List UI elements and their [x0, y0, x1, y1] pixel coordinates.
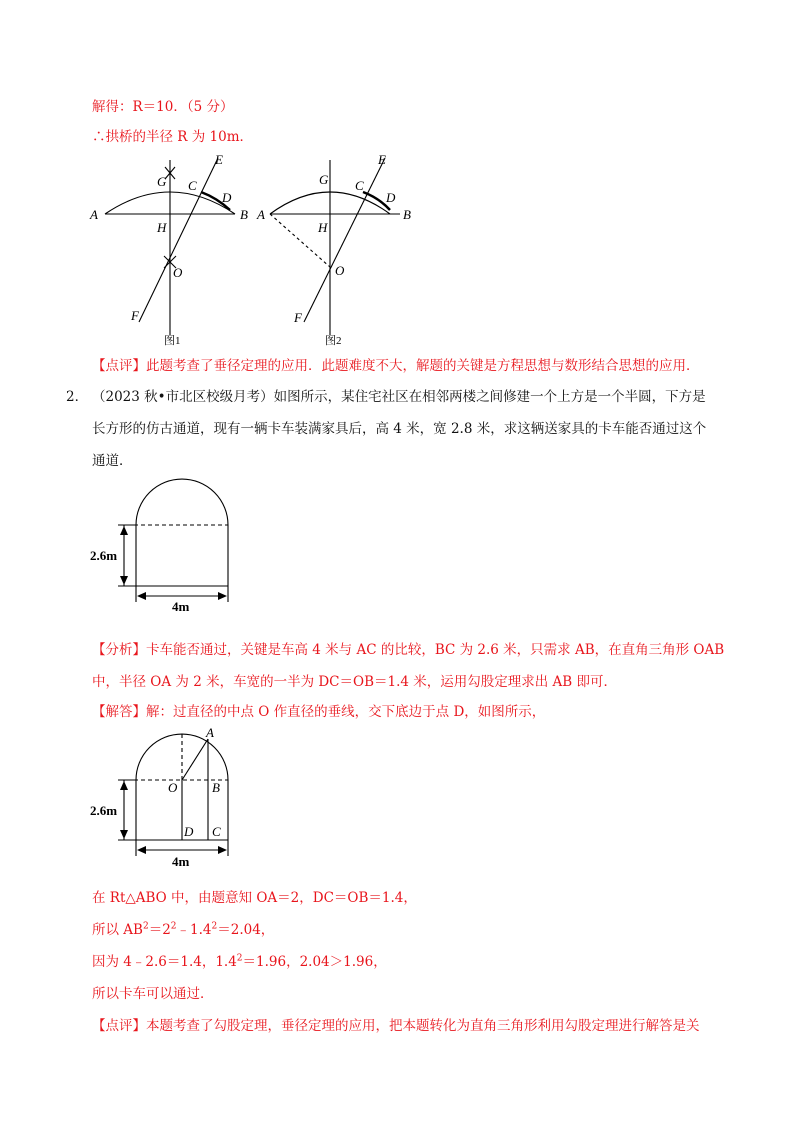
question-2-line-3: 通道．	[92, 453, 133, 469]
fig3-label-D: D	[184, 824, 194, 839]
solution-line-2: 所以 $AB^2=2^2﹣1.4^2=2.04$，	[92, 921, 275, 938]
solution-line-1: 在 Rt△ABO 中，由题意知 OA＝2，DC＝OB＝1.4，	[92, 890, 417, 906]
fig1-label-B: B	[240, 207, 248, 222]
tunnel-height-label: 2.6m	[90, 548, 118, 563]
fig3-label-O: O	[168, 780, 178, 795]
question-number: 2．	[66, 389, 89, 405]
solution-line-4: 所以卡车可以通过．	[92, 986, 214, 1002]
fig2-label-G: G	[319, 172, 329, 187]
fig1-label-E: E	[215, 152, 223, 167]
fig2-label-A: A	[257, 207, 265, 222]
fig3-height-label: 2.6m	[90, 803, 118, 818]
comment-1: 【点评】此题考查了垂径定理的应用．此题难度不大，解题的关键是方程思想与数形结合思想的应用．	[92, 358, 700, 374]
fig3-label-B: B	[212, 780, 220, 795]
tunnel-figure	[80, 478, 250, 614]
fig2-label-D: D	[386, 190, 396, 205]
analysis-line-2: 中，半径 OA 为 2 米，车宽的一半为 DC＝OB＝1.4 米，运用勾股定理求出 AB 即可．	[92, 674, 618, 690]
tunnel-width-label: 4m	[172, 599, 190, 614]
fig2-label-H: H	[318, 220, 328, 235]
fig1-label-D: D	[222, 190, 232, 205]
fig1-label-C: C	[188, 178, 197, 193]
fig1-label-H: H	[157, 220, 167, 235]
fig2-label-B: B	[403, 207, 411, 222]
fig1-label-G: G	[157, 174, 167, 189]
comment-2: 【点评】本题考查了勾股定理，垂径定理的应用，把本题转化为直角三角形利用勾股定理进行解答是关	[92, 1018, 700, 1034]
fig3-label-A: A	[206, 725, 214, 740]
fig3-label-C: C	[212, 824, 221, 839]
conclusion-radius-line: ∴拱桥的半径 R 为 10m．	[92, 129, 254, 145]
question-2-line-2: 长方形的仿古通道，现有一辆卡车装满家具后，高 4 米，宽 2.8 米，求这辆送家具的卡车能否通过这个	[92, 421, 707, 437]
fig2-label-O: O	[335, 263, 345, 278]
arch-bridge-figures	[85, 150, 425, 348]
fig2-label-E: E	[378, 152, 386, 167]
fig1-caption: 图1	[164, 335, 181, 347]
solution-figure	[80, 725, 250, 870]
fig3-width-label: 4m	[172, 854, 190, 869]
fig2-label-C: C	[355, 178, 364, 193]
fig2-caption: 图2	[325, 335, 342, 347]
solution-result-line: 解得：R＝10．（5 分）	[92, 99, 234, 115]
question-2-line-1: （2023 秋•市北区校级月考）如图所示，某住宅社区在相邻两楼之间修建一个上方是一个半圆，下方是	[92, 389, 706, 405]
fig1-label-O: O	[173, 265, 183, 280]
fig1-label-F: F	[131, 308, 139, 323]
fig2-label-F: F	[294, 310, 302, 325]
answer-line-1: 【解答】解：过直径的中点 O 作直径的垂线，交下底边于点 D，如图所示，	[92, 704, 546, 720]
fig1-label-A: A	[90, 207, 98, 222]
solution-line-3: 因为 4﹣2.6＝1.4，$1.4^2=1.96$，2.04＞1.96，	[92, 953, 387, 970]
analysis-line-1: 【分析】卡车能否通过，关键是车高 4 米与 AC 的比较，BC 为 2.6 米，只需求 AB，在直角三角形 OAB	[92, 642, 725, 658]
